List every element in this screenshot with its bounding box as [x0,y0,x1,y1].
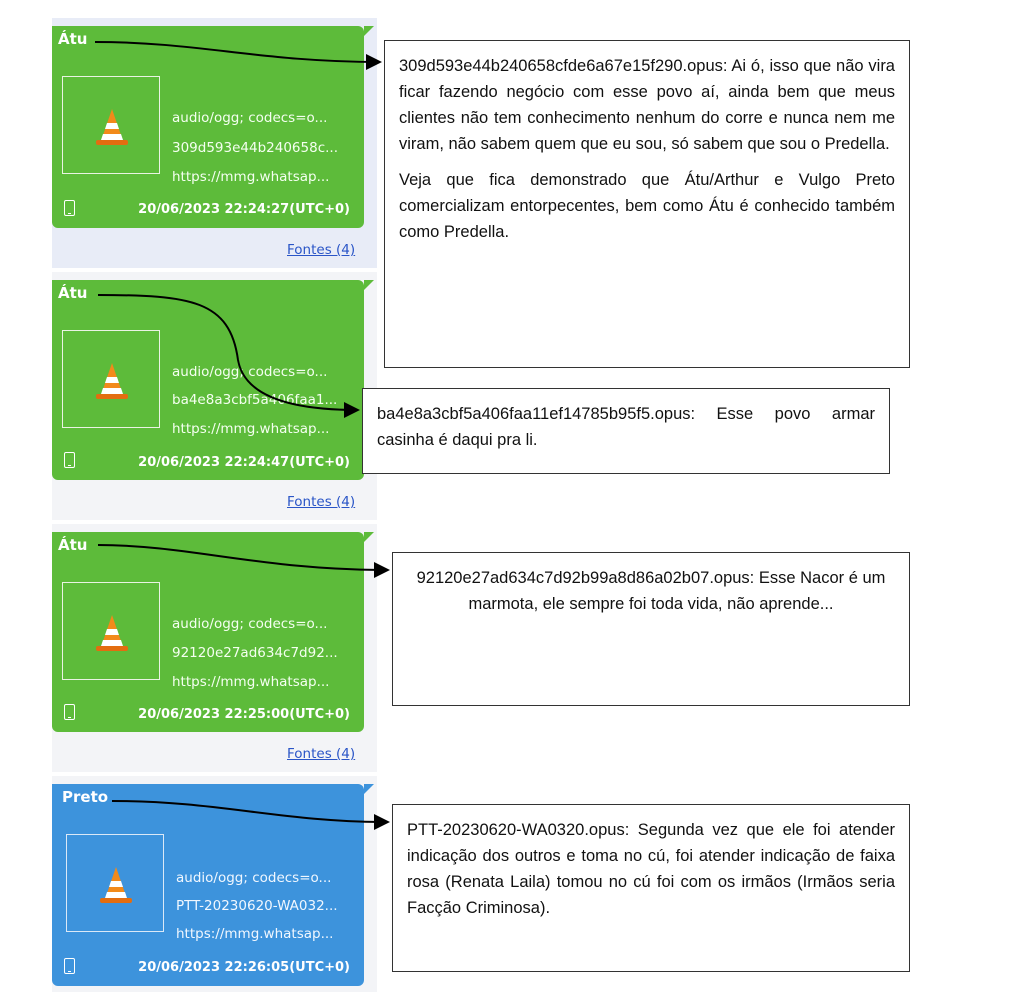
audio-codecs: audio/ogg; codecs=o... [172,364,328,380]
sources-link[interactable]: Fontes (4) [287,746,356,762]
audio-url[interactable]: https://mmg.whatsap... [172,421,330,437]
sender-name: Átu [58,284,88,302]
transcript-text: PTT-20230620-WA0320.opus: Segunda vez que ele foi atender indicação dos outros e toma no cú, foi atender indicação de faixa rosa (Renata Laila) tomou no cú foi com os irmãos (Irmãos seria Facção Criminosa). [407,821,895,917]
transcript-text: 309d593e44b240658cfde6a67e15f290.opus: Ai ó, isso que não vira ficar fazendo negócio com esse povo aí, ainda bem que meus clientes não tem conhecimento nenhum do corre e nunca nem me viram, não sabem quem que eu sou, só sabem que sou o Predella. [399,57,895,153]
sender-name: Átu [58,536,88,554]
audio-filename: 309d593e44b240658c... [172,140,338,156]
audio-url[interactable]: https://mmg.whatsap... [172,674,330,690]
arrow-4 [112,801,388,822]
sender-name: Preto [62,788,109,806]
arrow-2 [98,295,358,410]
sources-link[interactable]: Fontes (4) [287,242,356,258]
analysis-text: Veja que fica demonstrado que Átu/Arthur e Vulgo Preto comercializam entorpecentes, bem como Átu é conhecido também como Predella. [399,171,895,241]
message-timestamp: 20/06/2023 22:24:27(UTC+0) [138,202,350,217]
transcript-text: 92120e27ad634c7d92b99a8d86a02b07.opus: Esse Nacor é um marmota, ele sempre foi toda vida, não aprende... [416,569,886,613]
audio-codecs: audio/ogg; codecs=o... [172,616,328,632]
audio-codecs: audio/ogg; codecs=o... [172,110,328,126]
audio-filename: 92120e27ad634c7d92... [172,645,338,661]
audio-url[interactable]: https://mmg.whatsap... [176,926,334,942]
arrow-3 [98,545,388,570]
audio-filename: PTT-20230620-WA032... [176,898,338,914]
message-timestamp: 20/06/2023 22:26:05(UTC+0) [138,960,350,975]
audio-codecs: audio/ogg; codecs=o... [176,870,332,886]
audio-filename: ba4e8a3cbf5a406faa1... [172,392,338,408]
message-timestamp: 20/06/2023 22:25:00(UTC+0) [138,707,350,722]
sender-name: Átu [58,30,88,48]
sources-link[interactable]: Fontes (4) [287,494,356,510]
transcript-text: ba4e8a3cbf5a406faa11ef14785b95f5.opus: Esse povo armar casinha é daqui pra li. [377,405,875,449]
audio-url[interactable]: https://mmg.whatsap... [172,169,330,185]
arrow-1 [95,42,380,62]
message-timestamp: 20/06/2023 22:24:47(UTC+0) [138,455,350,470]
